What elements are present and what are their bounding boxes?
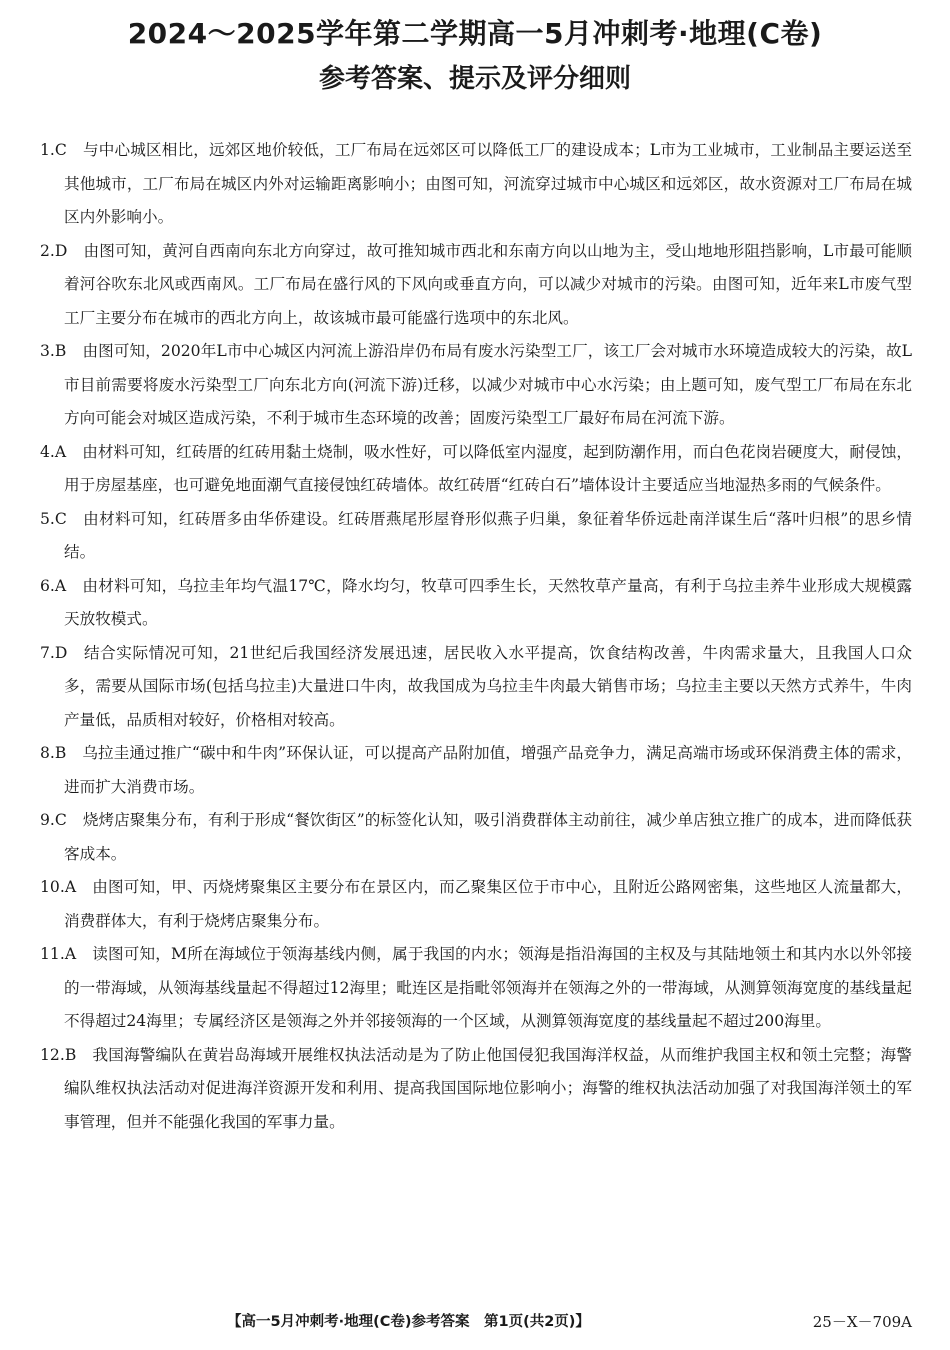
question-number: 8. [40,744,55,762]
answer-item-11 [40,938,912,1039]
footer-title: 【高一5月冲刺考·地理(C卷)参考答案 第1页(共2页)】 [227,1314,590,1330]
answer-item-3 [40,335,912,436]
answer-choice: D [54,241,68,260]
answer-explanation: 读图可知，M所在海域位于领海基线内侧，属于我国的内水；领海是指沿海国的主权及与其陆地领土和其内水以外邻接的一带海域，从领海基线量起不得超过12海里；毗连区是指毗邻领海并在领海之外的一带海域，从测算领海宽度的基线量起不得超过24海里；专属经济区是领海之外并邻接领海的一个区域，从测算领海宽度的基线量起不超过200海里。 [64,945,912,1030]
answer-explanation: 由图可知，黄河自西南向东北方向穿过，故可推知城市西北和东南方向以山地为主，受山地地形阻挡影响，L市最可能顺着河谷吹东北风或西南风。工厂布局在盛行风的下风向或垂直方向，可以减少对城市的污染。由图可知，近年来L市废气型工厂主要分布在城市的西北方向上，故该城市最可能盛行选项中的东北风。 [64,241,912,327]
answer-choice: D [54,643,68,662]
question-number: 5. [40,509,55,528]
answer-choice: B [54,342,67,360]
answer-item-5 [40,503,912,570]
answer-choice: B [54,744,67,762]
answer-item-4 [40,436,912,503]
question-number: 6. [40,576,55,595]
question-number: 11. [40,945,65,963]
question-number: 1. [40,141,55,159]
answer-item-2 [40,235,912,336]
answer-item-6 [40,570,912,637]
answer-explanation: 由材料可知，红砖厝的红砖用黏土烧制，吸水性好，可以降低室内湿度，起到防潮作用，而白色花岗岩硬度大，耐侵蚀，用于房屋基座，也可避免地面潮气直接侵蚀红砖墙体。故红砖厝“红砖白石”墙体设计主要适应当地湿热多雨的气候条件。 [64,442,912,494]
answer-choice: A [64,945,77,963]
page-title: 2024～2025学年第二学期高一5月冲刺考·地理(C卷) [127,17,823,50]
page-subtitle: 参考答案、提示及评分细则 [318,64,631,94]
answer-item-7 [40,637,912,738]
answer-item-1 [40,134,912,235]
page-footer [0,1309,950,1335]
answer-explanation: 乌拉圭通过推广“碳中和牛肉”环保认证，可以提高产品附加值，增强产品竞争力，满足高端市场或环保消费主体的需求，进而扩大消费市场。 [64,744,912,796]
answer-choice: C [54,141,67,159]
question-number: 12. [40,1045,65,1064]
answer-item-9 [40,804,912,871]
answer-item-12 [40,1039,912,1140]
answer-explanation: 由材料可知，乌拉圭年均气温17℃，降水均匀，牧草可四季生长，天然牧草产量高，有利于乌拉圭养牛业形成大规模露天放牧模式。 [64,576,912,628]
answer-explanation: 烧烤店聚集分布，有利于形成“餐饮街区”的标签化认知，吸引消费群体主动前往，减少单店独立推广的成本，进而降低获客成本。 [64,811,912,863]
answer-list [40,134,912,1139]
question-number: 2. [40,241,55,260]
answer-explanation: 由图可知，甲、丙烧烤聚集区主要分布在景区内，而乙聚集区位于市中心，且附近公路网密集，这些地区人流量都大，消费群体大，有利于烧烤店聚集分布。 [64,878,912,930]
question-number: 7. [40,643,55,662]
answer-choice: A [54,442,67,461]
answer-item-8 [40,737,912,804]
answer-item-10 [40,871,912,938]
answer-explanation: 与中心城区相比，远郊区地价较低，工厂布局在远郊区可以降低工厂的建设成本；L市为工业城市，工业制品主要运送至其他城市，工厂布局在城区内外对运输距离影响小；由图可知，河流穿过城市中心城区和远郊区，故水资源对工厂布局在城区内外影响小。 [64,141,912,226]
question-number: 9. [40,811,55,829]
answer-choice: C [54,811,67,829]
question-number: 3. [40,342,55,360]
answer-choice: C [54,509,67,528]
question-number: 10. [40,878,65,896]
answer-choice: A [54,576,67,595]
answer-explanation: 结合实际情况可知，21世纪后我国经济发展迅速，居民收入水平提高，饮食结构改善，牛肉需求量大，且我国人口众多，需要从国际市场(包括乌拉圭)大量进口牛肉，故我国成为乌拉圭牛肉最大销售市场；乌拉圭主要以天然方式养牛，牛肉产量低，品质相对较好，价格相对较高。 [64,643,912,729]
question-number: 4. [40,442,55,461]
answer-explanation: 由图可知，2020年L市中心城区内河流上游沿岸仍布局有废水污染型工厂，该工厂会对城市水环境造成较大的污染，故L市目前需要将废水污染型工厂向东北方向(河流下游)迁移，以减少对城市中心水污染；由上题可知，废气型工厂布局在东北方向可能会对城区造成污染，不利于城市生态环境的改善；固废污染型工厂最好布局在河流下游。 [64,342,912,427]
answer-choice: B [64,1045,77,1064]
footer-code: 25－X－709A [812,1313,912,1331]
answer-explanation: 由材料可知，红砖厝多由华侨建设。红砖厝燕尾形屋脊形似燕子归巢，象征着华侨远赴南洋谋生后“落叶归根”的思乡情结。 [64,509,912,561]
answer-choice: A [64,878,77,896]
answer-explanation: 我国海警编队在黄岩岛海域开展维权执法活动是为了防止他国侵犯我国海洋权益，从而维护我国主权和领土完整；海警编队维权执法活动对促进海洋资源开发和利用、提高我国国际地位影响小；海警的维权执法活动加强了对我国海洋领土的军事管理，但并不能强化我国的军事力量。 [64,1045,912,1131]
